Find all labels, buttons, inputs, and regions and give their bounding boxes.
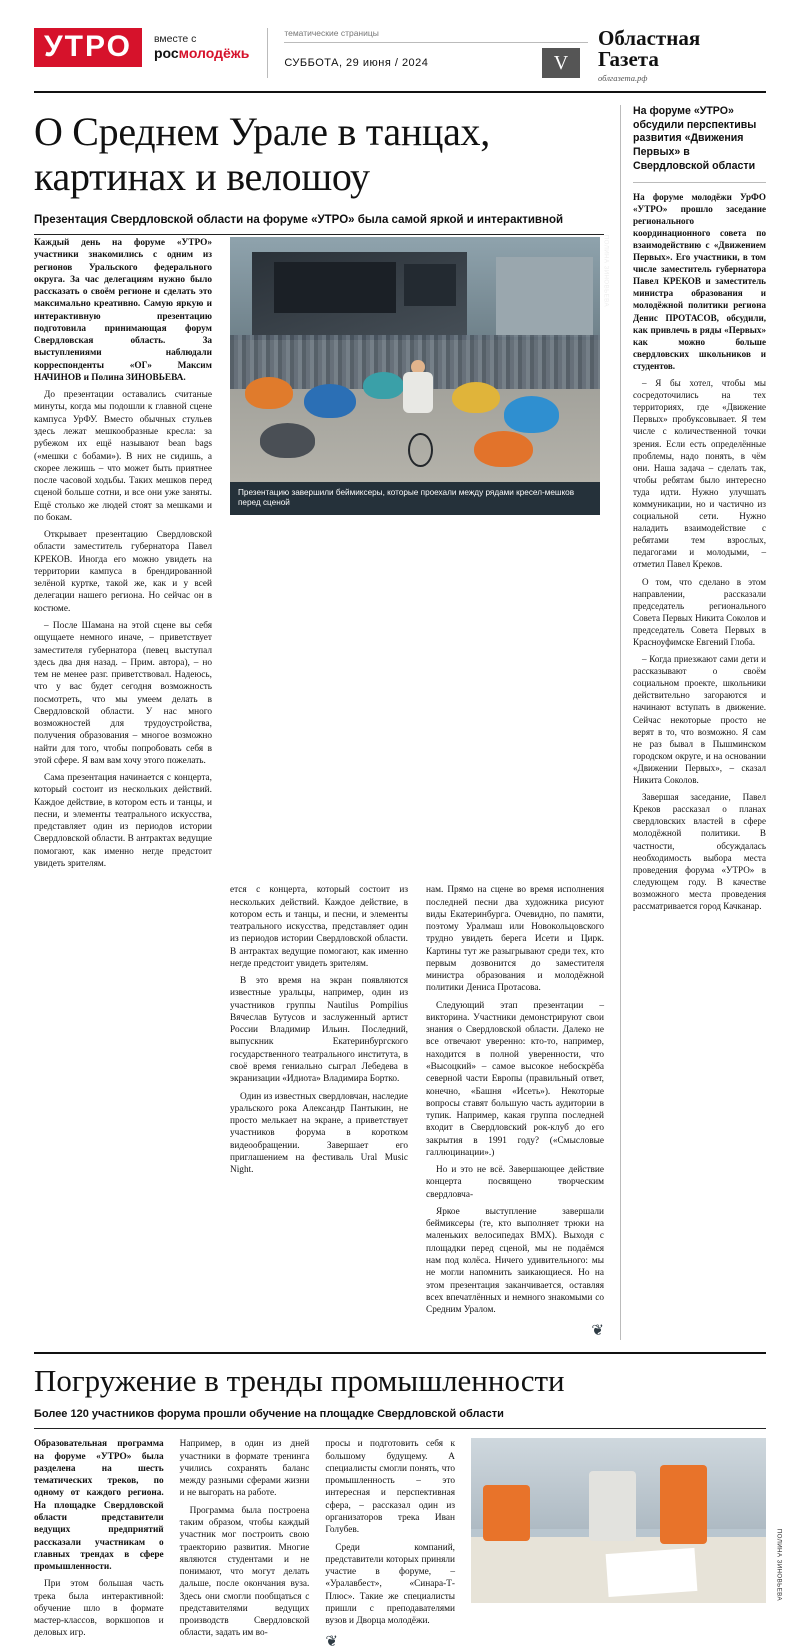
page-mark: V: [542, 48, 580, 78]
section-label: тематические страницы: [284, 28, 588, 43]
article1-photo: [230, 234, 609, 482]
photo-bmx-rider: [393, 360, 445, 468]
photo-beanbag: [245, 377, 293, 409]
masthead: [34, 28, 766, 93]
photo2-participant: [589, 1471, 636, 1540]
photo-beanbag: [304, 384, 356, 418]
end-mark: ❦: [591, 1323, 604, 1340]
photo-beanbag: [474, 431, 533, 468]
paragraph: Среди компаний, представители которых приняли участие в форуме, – «Уралавбест», «Синара-Т-Плюс». Такие же специалисты пришли с преподавателями вузов и Дворца молодёжи.: [325, 1542, 456, 1627]
article1-photo-wrap: [230, 234, 609, 875]
rider-wheel: [408, 433, 433, 467]
masthead-center-bottom: [284, 43, 588, 78]
brand-line1: Областная: [598, 26, 701, 50]
paragraph: Открывает презентацию Свердловской области заместитель губернатора Павел КРЕКОВ. Иногда его можно увидеть на территории кампуса в брендированной зелёной куртке, такой же, как и у всей делегации нашего региона. Но сейчас он в костюме.: [34, 530, 212, 614]
paragraph: Например, в один из дней участники в формате тренинга учились сохранять баланс между разными сферами жизни и не выгорать на работе.: [179, 1439, 310, 1499]
article2-photo-wrap: [471, 1438, 783, 1651]
photo-beanbag: [504, 396, 560, 433]
brand-url: облгазета.рф: [598, 72, 648, 83]
paragraph: – После Шамана на этой сцене вы себя ощущаете немного иначе, – приветствует заместителя губернатора (певец выступал здесь два дня назад. – Прим. автора), – но тем не менее разг. приветствовал. Надеюсь, что у вас будет сегодня возможность посмотреть, что мы умеем делать в Свердловской области. У нас много возможностей для трудоустройства, получения образования – многое возможно найти для того, чтобы попробовать себя в этой сфере. Я вам вам хочу этого пожелать.: [34, 620, 212, 766]
dateline: СУББОТА, 29 июня / 2024: [284, 57, 429, 69]
paragraph: Завершая заседание, Павел Креков рассказал о планах свердловских властей в сфере молодёжной политики. В частности, обсуждалась необходимость выбора места проведения форума «УТРО» в следующем году. В качестве возможного места проведения рассматривается город Качканар.: [633, 792, 766, 911]
photo2-participant: [483, 1485, 530, 1541]
paragraph: Следующий этап презентации – викторина. Участники демонстрируют свои знания о Свердловской области. Далеко не все отвечают уверенно: кто-то, например, находится в полной уверенности, что «Высоцкий» – самое высокое небоскрёба северной части Европы (правильный ответ, конечно, «Башня «Исеть»). Некоторые вопросы ставят большую часть аудитории в тупик. Например, какая группа последней входит в Свердловский рок-клуб до его закрытия в 1991 году? («Смысловые галлюцинации».): [426, 1000, 604, 1158]
article1-photo-caption: Презентацию завершили беймиксеры, которые проехали между рядами кресел-мешков перед сценой: [230, 482, 600, 515]
logo-subtitle-line1: вместе с: [153, 33, 197, 46]
article2-col2: [180, 1438, 310, 1651]
section-divider: [34, 1352, 766, 1354]
article2-lead: Образовательная программа на форуме «УТРО» была разделена на шесть тематических треков, по одному от каждого региона. На площадке Свердловской области представители ведущих предприятий рассказали участникам о главных трендах в сфере промышленности.: [34, 1439, 164, 1573]
paragraph: Сама презентация начинается с концерта, который состоит из нескольких действий. Каждое действие, в котором есть и танцы, и песни, и элементы театрального искусства, представляет один из периодов истории Свердловской области. В антрактах ведущие помогают, как именно негде предстоит увидеть зрителям.: [34, 773, 212, 870]
paragraph: До презентации оставались считаные минуты, когда мы подошли к главной сцене кампуса УрФУ. Вместо обычных стульев здесь лежат мешкообразные кресла: за рубежом их ещё называют bean bags («мешки с бобами»). В них не сидишь, а скорее лежишь – что может быть приятнее после часовой ходьбы. Таких мешков перед сценой больше сотни, и все они уже заняты. Ещё столько же людей стоят за мешками и по бокам.: [34, 390, 212, 523]
article1-headline: О Среднем Урале в танцах, картинах и велошоу: [34, 108, 490, 200]
paragraph: – Я бы хотел, чтобы мы сосредоточились на тех территориях, где «Движение Первых» пробуксовывает. Я тем числе с количественной точки зрения. Если есть определённые проблемы, надо понять, в чём они. Наша задача – сделать так, чтобы ребятам было интересно туда идти. Нужно улучшать коммуникации, но и частично из социальной сети. Нужно наладить взаимодействие с ребятами тем взрослых, педагогами и молодыми, – отметил Павел Креков.: [633, 378, 766, 570]
page-body: [34, 105, 766, 1341]
main-column: [34, 105, 609, 1341]
photo-beanbag: [452, 382, 500, 414]
photo2-paper: [605, 1548, 696, 1597]
paragraph: – Когда приезжают сами дети и рассказывают о своём социальном проекте, школьники действительно загораются и начинают вступать в движение. Сейчас некоторые просто не верят в то, что возможно. Я сам не раз бывал в Пышминском городском округе, и на основании «Движении Первых», – сказал Никита Соколов.: [633, 654, 766, 786]
article2-photo-credit: ПОЛИНА ЗИНОВЬЕВА: [775, 1529, 783, 1602]
photo-building: [496, 257, 592, 338]
logo-subtitle: [154, 33, 249, 61]
article2-col3: [325, 1438, 455, 1651]
article1-col1: [34, 237, 212, 875]
paragraph: На форуме молодёжи УрФО «УТРО» прошло заседание регионального координационного совета по взаимодействию с «Движением Первых». Его участники, в том числе заместитель губернатора Павел КРЕКОВ и заместитель министра образования и молодёжной политики региона Денис ПРОТАСОВ, обсудили, как привлечь в ряды «Первых» как можно больше свердловских школьников и студентов.: [633, 191, 766, 371]
article1-lead: Каждый день на форуме «УТРО» участники знакомились с одним из регионов Уральского федерального округа. За час делегациям нужно было рассказать о своём регионе и сделать это максимально креативно. Самую яркую и интерактивную презентацию подготовила принимающая форум Свердловская область. За выступлениями наблюдали корреспонденты «ОГ» Максим НАЧИНОВ и Полина ЗИНОВЬЕВА.: [34, 238, 212, 383]
article2-headline: Погружение в тренды промышленности: [34, 1363, 565, 1399]
logo-sub-a: рос: [153, 45, 179, 62]
article1-subhead: Презентация Свердловской области на форуме «УТРО» была самой яркой и интерактивной: [34, 214, 604, 235]
brand-block: [598, 28, 766, 83]
sidebar-lead: На форуме «УТРО» обсудили перспективы развития «Движения Первых» в Свердловской области: [633, 105, 766, 183]
logo-sub-b: молодёжь: [178, 45, 250, 62]
photo-stage-screen: [274, 262, 396, 313]
paragraph: В это время на экран появляются известные уральцы, например, один из участников группы Nautilus Pompilius Вячеслав Бутусов и заслуженный артист России Владимир Ильин. Последний, выпускник Екатеринбургского государственного театрального института, в своё время гениально сыграл Лебедева в экранизации «Идиота» Владимира Бортко.: [230, 976, 408, 1085]
article1-col1-cont: [34, 884, 212, 1340]
paragraph: Яркое выступление завершали беймиксеры (те, кто выполняет трюки на маленьких велосипедах ВМХ). Выходя с площадки перед сценой, мы не подаёмся нам под колёса. Ничего удивительного: мы не могли напомнить заикающиеся. Но на этом презентация заканчивается, оставляя всех впечатлённых и немного знакомыми со Средним Уралом.: [426, 1206, 604, 1316]
brand-line2: Газета: [598, 47, 659, 72]
paragraph: При этом большая часть трека была интерактивной: обучение шло в формате мастер-классов, воркшопов и деловых игр.: [34, 1579, 164, 1639]
logo-block: [34, 28, 249, 67]
paragraph: О том, что сделано в этом направлении, рассказали председатель регионального Совета Первых Никита Соколов и председатель Совета Первых в Красноуфимске Евгений Глоба.: [633, 576, 766, 648]
publication-logo: УТРО: [34, 28, 142, 67]
photo-beanbag: [260, 423, 316, 457]
sidebar-column: [620, 105, 766, 1341]
photo2-participant: [660, 1465, 707, 1544]
article1-col2: [230, 884, 408, 1340]
article1-photo-credit: ПОЛИНА ЗИНОВЬЕВА: [602, 234, 609, 307]
article1-col3: [426, 884, 604, 1340]
article1-columns: [34, 884, 604, 1340]
rider-body: [403, 372, 433, 413]
end-mark: ❦: [325, 1634, 338, 1651]
paragraph: Один из известных свердловчан, наследие уральского рока Александр Пантыкин, не просто мелькает на экране, а приветствует участников форума в коротком видеообращении. Завершает его приглашением на фестиваль Ural Music Night.: [230, 1091, 408, 1176]
article2-subhead: Более 120 участников форума прошли обучение на площадке Свердловской области: [34, 1408, 766, 1429]
masthead-center: [267, 28, 588, 78]
article1-top-row: [34, 234, 609, 875]
paragraph: нам. Прямо на сцене во время исполнения последней песни два художника рисуют виды Екатеринбурга. Очевидно, по памяти, поэтому Уралмаш или Новокольцовского трудно увидеть берега Исети и Цирк. Картины тут же разыгрывают среди тех, кто первым дозвонится до заместителя министра образования и молодёжной политики Дениса Протасова.: [426, 885, 604, 994]
article2-col1: [34, 1438, 164, 1651]
logo-subtitle-line2: [154, 45, 249, 61]
rider-head: [411, 360, 424, 374]
article2-photo: [471, 1438, 783, 1603]
photo-stage-screen-secondary: [404, 264, 456, 306]
paragraph: ется с концерта, который состоит из нескольких действий. Каждое действие, в котором есть и танцы, и песни, и элементы театрального искусства, представляет один из периодов истории Свердловской области. В антрактах ведущие помогают, как именно негде предстоит увидеть зрителям.: [230, 885, 408, 969]
paragraph: просы и подготовить себя к большому будущему. А специалисты смогли понять, что промышленность – это интересная и перспективная сфера, – рассказал один из организаторов трека Иван Голубев.: [325, 1439, 456, 1536]
paragraph: Программа была построена таким образом, чтобы каждый участник мог построить свою траекторию развития. Многие являются студентами и не понимают, что могут делать дальше, после окончания вуза. Здесь они смогли пообщаться с представителями ведущих производств Свердловской области, задать им во-: [179, 1505, 310, 1639]
article2-columns: [34, 1438, 783, 1651]
paragraph: Но и это не всё. Завершающее действие концерта посвящено творческим свердловча-: [426, 1165, 604, 1200]
